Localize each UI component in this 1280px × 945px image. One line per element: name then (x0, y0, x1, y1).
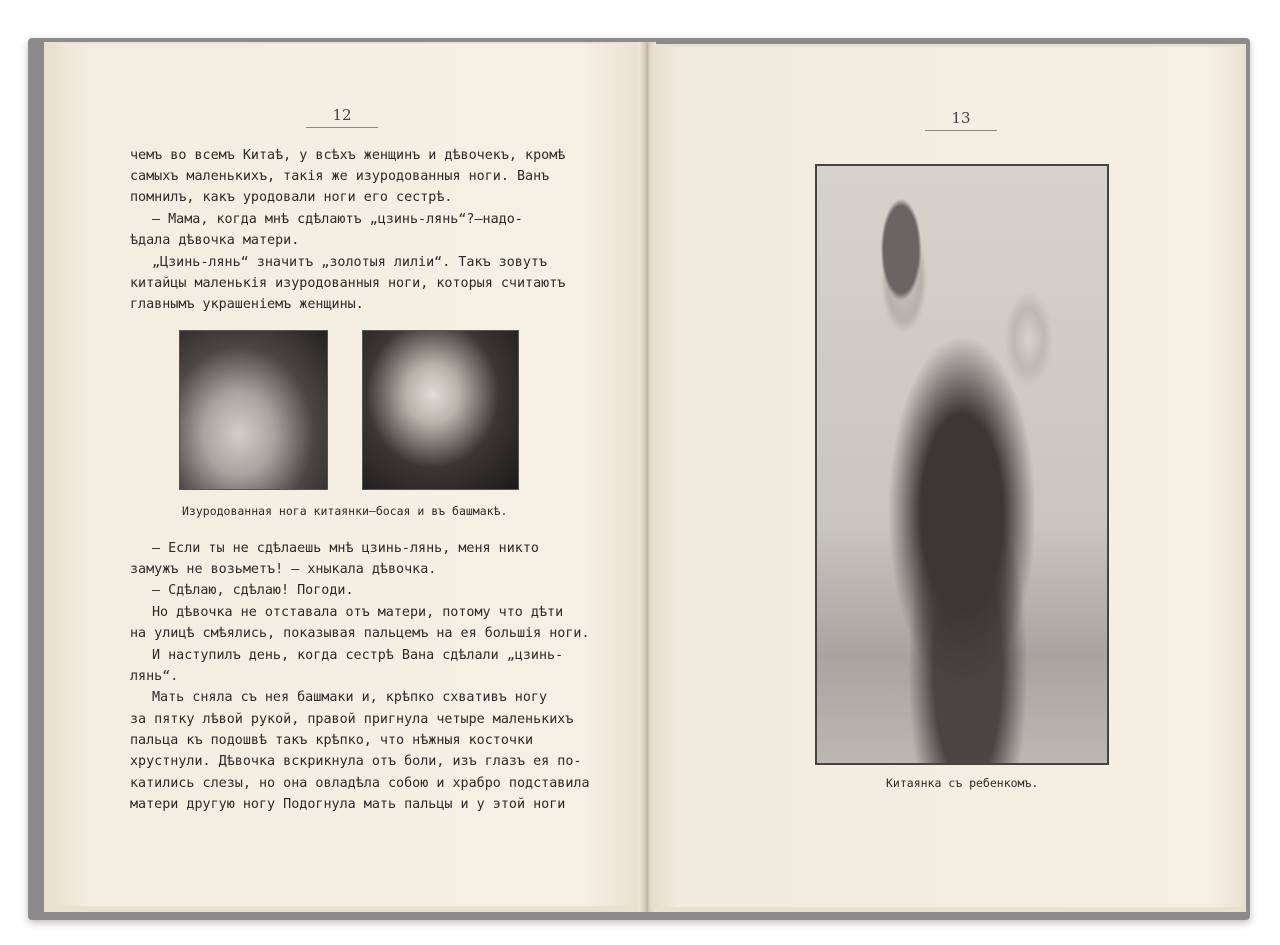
text-line: „Цзинь-лянь“ значитъ „золотыя лиліи“. Такъ зовутъ (152, 255, 548, 270)
text-line: И наступилъ день, когда сестрѣ Вана сдѣлали „цзинь- (152, 648, 564, 663)
text-line: за пятку лѣвой рукой, правой пригнула четыре маленькихъ (130, 712, 574, 727)
text-line: ѣдала дѣвочка матери. (130, 233, 300, 248)
photo-caption: Китаянка съ ребенкомъ. (886, 776, 1039, 790)
text-line: матери другую ногу Подогнула мать пальцы и у этой ноги (130, 797, 566, 812)
text-line: чемъ во всемъ Китаѣ, у всѣхъ женщинъ и дѣвочекъ, кромѣ (130, 148, 566, 163)
woman-with-child-photo (815, 164, 1109, 765)
text-line: самыхъ маленькихъ, такія же изуродованныя ноги. Ванъ (130, 169, 550, 184)
text-line: лянь“. (130, 669, 179, 684)
text-line: — Мама, когда мнѣ сдѣлаютъ „цзинь-лянь“?—надо- (152, 212, 523, 227)
text-line: Но дѣвочка не отставала отъ матери, потому что дѣти (152, 605, 564, 620)
left-page (56, 44, 646, 906)
text-line: замужъ не возьметъ! — хныкала дѣвочка. (130, 562, 437, 577)
right-page (650, 47, 1242, 907)
text-line: хрустнули. Дѣвочка вскрикнула отъ боли, изъ глазъ ея по- (130, 754, 582, 769)
bound-foot-bare-photo (179, 330, 328, 490)
text-line: — Сдѣлаю, сдѣлаю! Погоди. (152, 583, 354, 598)
page-number-rule (306, 127, 378, 128)
text-line: катились слезы, но она овладѣла собою и храбро подставила (130, 776, 590, 791)
page-number: 12 (332, 106, 352, 124)
text-line: помнилъ, какъ уродовали ноги его сестрѣ. (130, 190, 453, 205)
text-line: китайцы маленькія изуродованныя ноги, которыя считаютъ (130, 276, 566, 291)
text-line: Мать сняла съ нея башмаки и, крѣпко схвативъ ногу (152, 690, 548, 705)
text-line: пальца къ подошвѣ такъ крѣпко, что нѣжныя косточки (130, 733, 534, 748)
text-line: главнымъ украшеніемъ женщины. (130, 297, 364, 312)
text-line: — Если ты не сдѣлаешь мнѣ цзинь-лянь, меня никто (152, 541, 539, 556)
page-number-rule (925, 130, 997, 131)
page-number: 13 (951, 109, 971, 127)
text-line: на улицѣ смѣялись, показывая пальцемъ на ея большія ноги. (130, 626, 590, 641)
bound-foot-shoe-photo (362, 330, 519, 490)
figure-caption: Изуродованная нога китаянки—босая и въ башмакѣ. (182, 504, 508, 518)
